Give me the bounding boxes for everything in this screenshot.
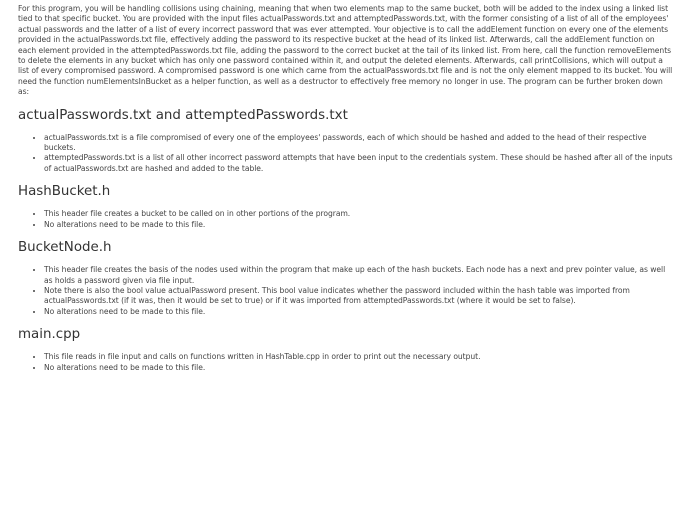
list-item: • No alterations need to be made to this file. [44,363,674,373]
section-heading: BucketNode.h [18,240,112,256]
section-main-cpp [18,327,674,373]
bullet-list [18,352,674,373]
list-item: • This header file creates the basis of the nodes used within the program that make up each of the hash buckets. Each node has a next and prev pointer value, as well as holds a password given via file input. [44,265,674,286]
section-heading: actualPasswords.txt and attemptedPasswords.txt [18,107,348,123]
list-item: • Note there is also the bool value actualPassword present. This bool value indicates whether the password included within the hash table was imported from actualPasswords.txt (if it was, then it would be set to true) or if it was imported from attemptedPasswords.txt (where it would be set to false). [44,286,674,307]
list-item: • No alterations need to be made to this file. [44,220,674,230]
bullet-list [18,209,674,230]
section-hashbucket [18,184,674,230]
list-item: • attemptedPasswords.txt is a list of all other incorrect password attempts that have been input to the credentials system. These should be hashed after all of the inputs of actualPasswords.txt are hashed and added to the table. [44,153,674,174]
section-password-files [18,108,674,175]
list-item: • This file reads in file input and calls on functions written in HashTable.cpp in order to print out the necessary output. [44,352,674,362]
section-heading: HashBucket.h [18,184,111,200]
section-heading: main.cpp [18,327,81,343]
list-item: • actualPasswords.txt is a file compromised of every one of the employees' passwords, each of which should be hashed and added to the head of their respective buckets. [44,133,674,154]
intro-paragraph: For this program, you will be handling collisions using chaining, meaning that when two elements map to the same bucket, both will be added to the index using a linked list tied to that specific bucket. You are provided with the input files actualPasswords.txt and attemptedPasswords.txt, with the former consisting of a list of all of the employees' actual passwords and the latter of a list of every incorrect password that was ever attempted. Your objective is to call the addElement function on every one of the elements provided in the actualPasswords.txt file, effectively adding the password to its respective bucket at the head of its linked list. Afterwards, call the addElement function on each element provided in the attemptedPasswords.txt file, adding the password to the correct bucket at the tail of its linked list. From here, call the function removeElements to delete the elements in any bucket which has only one password contained within it, and output the deleted elements. Afterwards, call printCollisions, which will output a list of every compromised password. A compromised password is one which came from the actualPasswords.txt file and is not the only element mapped to its bucket. You will need the function numElementsInBucket as a helper function, as well as a destructor to effectively free memory no longer in use. The program can be further broken down as: [18,4,673,97]
list-item: • This header file creates a bucket to be called on in other portions of the program. [44,209,674,219]
list-item: • No alterations need to be made to this file. [44,307,674,317]
section-bucketnode [18,240,674,317]
bullet-list [18,133,674,175]
bullet-list [18,265,674,317]
